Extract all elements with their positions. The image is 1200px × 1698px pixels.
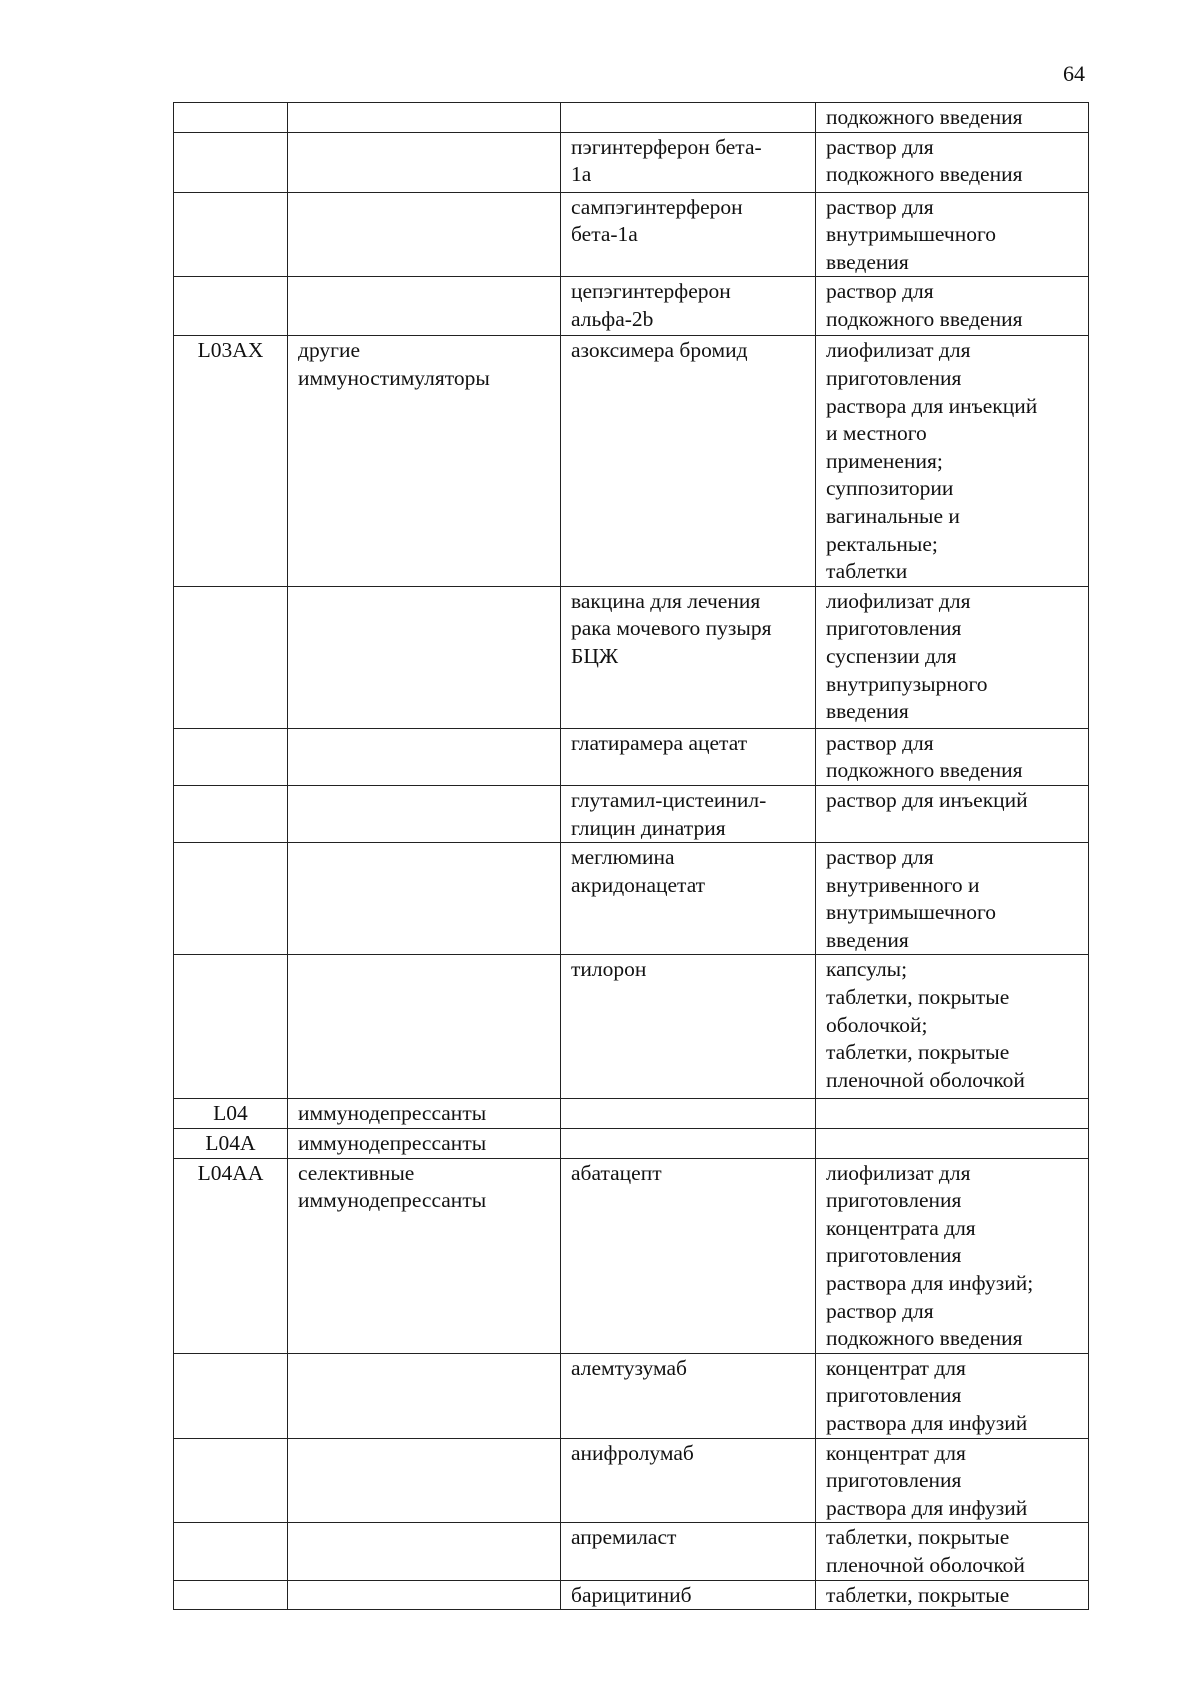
group-name-cell: [288, 1438, 561, 1523]
group-name-cell: [288, 1580, 561, 1610]
drug-name-cell: цепэгинтерферон альфа-2b: [561, 277, 816, 336]
dosage-form-cell: таблетки, покрытые: [816, 1580, 1089, 1610]
dosage-form-cell: лиофилизат для приготовления раствора для инъекций и местного применения; суппозитории вагинальные и ректальные; таблетки: [816, 336, 1089, 586]
dosage-form-cell: лиофилизат для приготовления концентрата для приготовления раствора для инфузий; раствор для подкожного введения: [816, 1158, 1089, 1353]
table-row: [174, 843, 1089, 955]
group-name-cell: [288, 132, 561, 192]
table-row: [174, 132, 1089, 192]
drug-name-cell: сампэгинтерферон бета-1a: [561, 192, 816, 277]
dosage-form-cell: раствор для подкожного введения: [816, 277, 1089, 336]
atc-code-cell: L03AX: [174, 336, 288, 586]
drug-name-cell: алемтузумаб: [561, 1353, 816, 1438]
dosage-form-cell: раствор для внутримышечного введения: [816, 192, 1089, 277]
table-row: [174, 1129, 1089, 1159]
dosage-form-cell: раствор для подкожного введения: [816, 728, 1089, 785]
table-row: [174, 277, 1089, 336]
drug-name-cell: азоксимера бромид: [561, 336, 816, 586]
group-name-cell: иммунодепрессанты: [288, 1129, 561, 1159]
table-row: [174, 1580, 1089, 1610]
atc-code-cell: [174, 843, 288, 955]
atc-code-cell: [174, 1438, 288, 1523]
atc-code-cell: L04: [174, 1099, 288, 1129]
group-name-cell: [288, 103, 561, 133]
drug-table: [173, 102, 1089, 1610]
drug-name-cell: барицитиниб: [561, 1580, 816, 1610]
table-row: [174, 103, 1089, 133]
group-name-cell: [288, 955, 561, 1099]
drug-name-cell: меглюмина акридонацетат: [561, 843, 816, 955]
atc-code-cell: [174, 132, 288, 192]
drug-name-cell: пэгинтерферон бета- 1a: [561, 132, 816, 192]
drug-name-cell: [561, 103, 816, 133]
atc-code-cell: [174, 192, 288, 277]
group-name-cell: другие иммуностимуляторы: [288, 336, 561, 586]
drug-name-cell: [561, 1099, 816, 1129]
table-row: [174, 336, 1089, 586]
dosage-form-cell: концентрат для приготовления раствора для инфузий: [816, 1438, 1089, 1523]
dosage-form-cell: [816, 1099, 1089, 1129]
atc-code-cell: [174, 277, 288, 336]
atc-code-cell: [174, 103, 288, 133]
dosage-form-cell: подкожного введения: [816, 103, 1089, 133]
drug-name-cell: анифролумаб: [561, 1438, 816, 1523]
drug-table-body: [174, 103, 1089, 1610]
dosage-form-cell: раствор для внутривенного и внутримышечного введения: [816, 843, 1089, 955]
table-row: [174, 192, 1089, 277]
atc-code-cell: [174, 728, 288, 785]
dosage-form-cell: раствор для подкожного введения: [816, 132, 1089, 192]
table-row: [174, 1523, 1089, 1580]
drug-name-cell: глутамил-цистеинил- глицин динатрия: [561, 785, 816, 842]
group-name-cell: [288, 785, 561, 842]
drug-name-cell: [561, 1129, 816, 1159]
table-row: [174, 728, 1089, 785]
group-name-cell: [288, 277, 561, 336]
group-name-cell: [288, 728, 561, 785]
table-row: [174, 586, 1089, 728]
table-row: [174, 1353, 1089, 1438]
dosage-form-cell: таблетки, покрытые пленочной оболочкой: [816, 1523, 1089, 1580]
dosage-form-cell: капсулы; таблетки, покрытые оболочкой; таблетки, покрытые пленочной оболочкой: [816, 955, 1089, 1099]
page-number: 64: [1063, 61, 1085, 86]
group-name-cell: селективные иммунодепрессанты: [288, 1158, 561, 1353]
atc-code-cell: L04A: [174, 1129, 288, 1159]
table-row: [174, 785, 1089, 842]
table-row: [174, 955, 1089, 1099]
atc-code-cell: [174, 586, 288, 728]
table-row: [174, 1158, 1089, 1353]
table-row: [174, 1099, 1089, 1129]
group-name-cell: [288, 843, 561, 955]
group-name-cell: [288, 192, 561, 277]
group-name-cell: [288, 1523, 561, 1580]
atc-code-cell: [174, 785, 288, 842]
dosage-form-cell: раствор для инъекций: [816, 785, 1089, 842]
dosage-form-cell: концентрат для приготовления раствора для инфузий: [816, 1353, 1089, 1438]
atc-code-cell: [174, 1523, 288, 1580]
drug-name-cell: тилорон: [561, 955, 816, 1099]
group-name-cell: [288, 1353, 561, 1438]
atc-code-cell: [174, 955, 288, 1099]
table-row: [174, 1438, 1089, 1523]
atc-code-cell: [174, 1580, 288, 1610]
drug-name-cell: апремиласт: [561, 1523, 816, 1580]
drug-name-cell: абатацепт: [561, 1158, 816, 1353]
atc-code-cell: [174, 1353, 288, 1438]
atc-code-cell: L04AA: [174, 1158, 288, 1353]
drug-name-cell: вакцина для лечения рака мочевого пузыря БЦЖ: [561, 586, 816, 728]
dosage-form-cell: [816, 1129, 1089, 1159]
drug-name-cell: глатирамера ацетат: [561, 728, 816, 785]
group-name-cell: [288, 586, 561, 728]
dosage-form-cell: лиофилизат для приготовления суспензии для внутрипузырного введения: [816, 586, 1089, 728]
group-name-cell: иммунодепрессанты: [288, 1099, 561, 1129]
